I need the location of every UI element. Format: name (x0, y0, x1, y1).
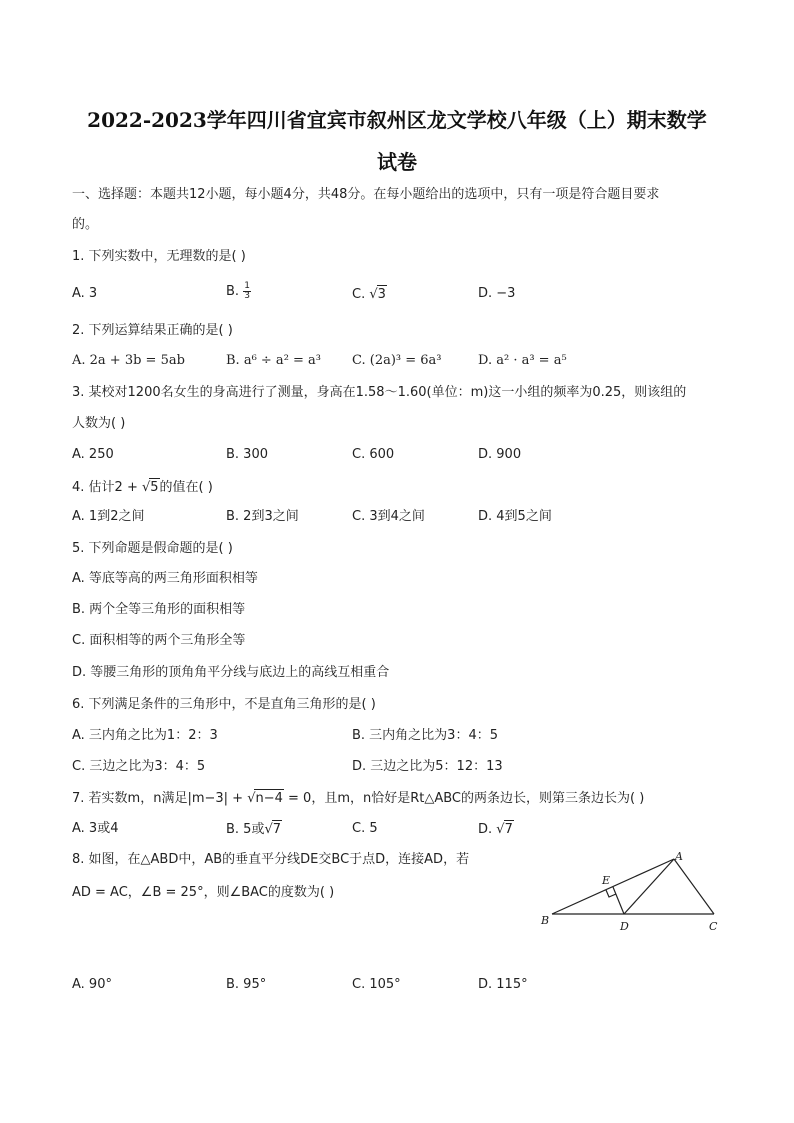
radicand: 5 (150, 480, 159, 495)
segment-ad (624, 859, 674, 914)
q1-option-b-label: B. (226, 284, 244, 299)
question-6-stem: 6. 下列满足条件的三角形中，不是直角三角形的是( ) (72, 697, 376, 712)
q2-option-b: B. a⁶ ÷ a² = a³ (226, 353, 322, 368)
q7-option-d (478, 820, 514, 839)
q8-option-c: C. 105° (352, 977, 401, 992)
sqrt-symbol: √ (496, 822, 505, 837)
q7-option-b (226, 820, 282, 839)
question-8-stem: 8. 如图，在△ABD中，AB的垂直平分线DE交BC于点D，连接AD，若 (72, 852, 470, 867)
q8-option-a: A. 90° (72, 977, 112, 992)
question-8-stem-cont: AD = AC，∠B = 25°，则∠BAC的度数为( ) (72, 885, 335, 900)
question-7-stem (72, 789, 644, 808)
question-4-stem (72, 478, 213, 497)
exam-title-line1: 2022-2023学年四川省宜宾市叙州区龙文学校八年级（上）期末数学 (87, 108, 707, 132)
q4-option-c: C. 3到4之间 (352, 509, 425, 524)
q6-option-a: A. 三内角之比为1：2：3 (72, 728, 218, 743)
exam-title-line2: 试卷 (377, 150, 417, 174)
question-3-stem: 3. 某校对1200名女生的身高进行了测量，身高在1.58～1.60(单位：m)这一小组的频率为0.25，则该组的 (72, 385, 687, 400)
q6-option-b: B. 三内角之比为3：4：5 (352, 728, 498, 743)
q5-option-b: B. 两个全等三角形的面积相等 (72, 602, 246, 617)
sqrt-symbol: √ (369, 287, 378, 302)
q1-option-d: D. −3 (478, 286, 516, 301)
radicand: 7 (272, 822, 282, 837)
label-b: B (541, 914, 550, 927)
q3-option-c: C. 600 (352, 447, 395, 462)
question-3-stem-cont: 人数为( ) (72, 416, 126, 431)
section-heading: 一、选择题：本题共12小题，每小题4分，共48分。在每小题给出的选项中，只有一项是符合题目要求 (72, 187, 660, 202)
q7-option-c: C. 5 (352, 821, 378, 836)
fraction (243, 282, 251, 301)
q4-option-a: A. 1到2之间 (72, 509, 145, 524)
q3-option-a: A. 250 (72, 447, 114, 462)
question-2-stem: 2. 下列运算结果正确的是( ) (72, 323, 233, 338)
label-c: C (709, 920, 718, 933)
segment-ac (674, 859, 714, 914)
fraction-numerator: 1 (244, 281, 250, 291)
sqrt-symbol: √ (141, 480, 151, 495)
sqrt-symbol: √ (264, 822, 273, 837)
question-4-stem-prefix: 4. 估计2 + (72, 480, 142, 495)
q2-option-c: C. (2a)³ = 6a³ (352, 353, 442, 368)
q6-option-d: D. 三边之比为5：12：13 (352, 759, 503, 774)
q5-option-a: A. 等底等高的两三角形面积相等 (72, 571, 258, 586)
question-7-stem-suffix: = 0，且m，n恰好是Rt△ABC的两条边长，则第三条边长为( ) (283, 791, 645, 806)
q5-option-c: C. 面积相等的两个三角形全等 (72, 633, 246, 648)
q7-option-d-label: D. (478, 822, 497, 837)
question-7-stem-prefix: 7. 若实数m，n满足|m−3| + (72, 791, 248, 806)
q8-option-d: D. 115° (478, 977, 528, 992)
sqrt-symbol: √ (247, 791, 256, 806)
radicand: n−4 (255, 791, 283, 806)
q3-option-d: D. 900 (478, 447, 522, 462)
q4-option-b: B. 2到3之间 (226, 509, 299, 524)
question-1-stem: 1. 下列实数中，无理数的是( ) (72, 249, 246, 264)
segment-de (613, 887, 624, 914)
label-a: A (675, 852, 683, 863)
section-heading-cont: 的。 (72, 217, 99, 232)
q6-option-c: C. 三边之比为3：4：5 (72, 759, 206, 774)
q1-option-c (352, 285, 387, 304)
q7-option-a: A. 3或4 (72, 821, 119, 836)
q1-option-a: A. 3 (72, 286, 98, 301)
label-d: D (620, 920, 629, 933)
q5-option-d: D. 等腰三角形的顶角角平分线与底边上的高线互相重合 (72, 665, 390, 680)
question-4-stem-suffix: 的值在( ) (159, 480, 213, 495)
q4-option-d: D. 4到5之间 (478, 509, 552, 524)
fraction-denominator: 3 (244, 291, 250, 301)
question-5-stem: 5. 下列命题是假命题的是( ) (72, 541, 233, 556)
segment-ba (552, 859, 674, 914)
q2-option-a: A. 2a + 3b = 5ab (72, 353, 185, 368)
radicand: 7 (504, 822, 513, 837)
q1-option-c-label: C. (352, 287, 370, 302)
q2-option-d: D. a² · a³ = a⁵ (478, 353, 567, 368)
q3-option-b: B. 300 (226, 447, 268, 462)
label-e: E (602, 874, 611, 887)
radicand: 3 (377, 287, 386, 302)
q1-option-b (226, 282, 251, 301)
triangle-figure (538, 852, 728, 938)
q8-option-b: B. 95° (226, 977, 267, 992)
q7-option-b-label: B. 5或 (226, 822, 265, 837)
